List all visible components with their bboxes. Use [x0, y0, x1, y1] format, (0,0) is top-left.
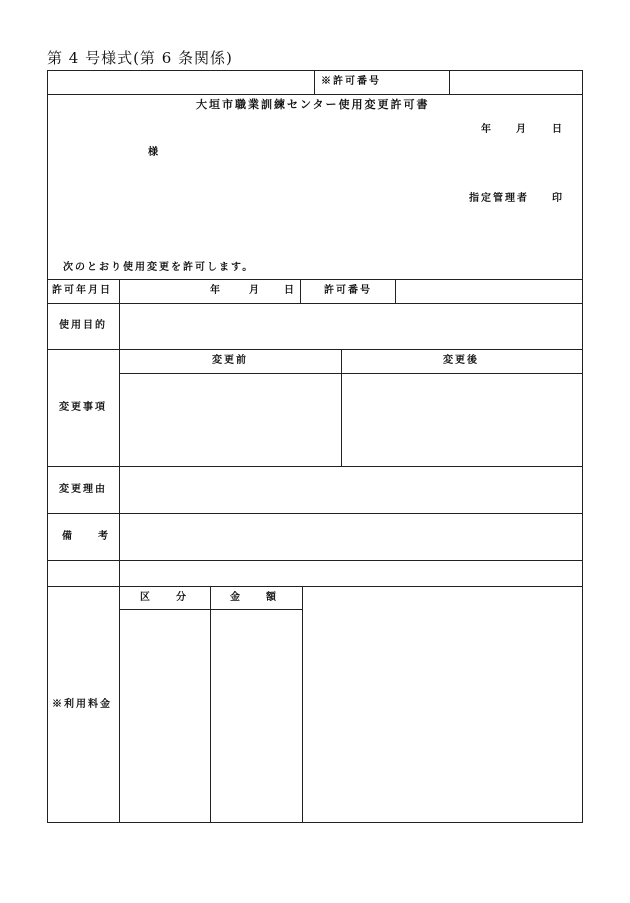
column-divider — [341, 349, 342, 466]
permit-number-header-field[interactable] — [452, 72, 580, 92]
column-divider — [395, 279, 396, 303]
usage-fee-label: ※利用料金 — [52, 699, 112, 710]
row-divider — [47, 466, 583, 467]
issue-date-day: 日 — [552, 124, 564, 135]
purpose-label: 使用目的 — [59, 320, 107, 331]
permit-date-label: 許可年月日 — [52, 285, 112, 296]
issuer-label: 指定管理者 — [469, 193, 529, 204]
row-divider — [119, 373, 583, 374]
column-divider — [302, 586, 303, 823]
addressee-suffix: 様 — [148, 147, 160, 158]
row-divider — [47, 303, 583, 304]
permit-number-header-label: ※許可番号 — [321, 76, 381, 87]
column-divider — [119, 279, 120, 823]
change-before-header: 変更前 — [212, 355, 248, 366]
column-divider — [314, 70, 315, 94]
column-divider — [449, 70, 450, 94]
permit-date-year: 年 — [210, 285, 222, 296]
permit-number-label: 許可番号 — [324, 285, 372, 296]
permit-date-day: 日 — [284, 285, 296, 296]
seal-mark: 印 — [552, 193, 564, 204]
document-title: 大垣市職業訓練センター使用変更許可書 — [196, 98, 430, 111]
change-reason-label: 変更理由 — [59, 484, 107, 495]
fee-category-header: 区 分 — [140, 592, 188, 603]
form-number-label: 第 4 号様式(第 6 条関係) — [47, 49, 233, 67]
permit-form-table — [47, 70, 583, 823]
change-after-header: 変更後 — [443, 355, 479, 366]
issue-date-year: 年 — [481, 124, 493, 135]
issue-date-month: 月 — [516, 124, 528, 135]
row-divider — [47, 586, 583, 587]
row-divider — [47, 560, 583, 561]
column-divider — [300, 279, 301, 303]
remarks-label: 備 考 — [62, 531, 110, 542]
change-items-label: 変更事項 — [59, 402, 107, 413]
row-divider — [47, 513, 583, 514]
row-divider — [47, 94, 583, 95]
fee-amount-header: 金 額 — [230, 592, 278, 603]
permit-statement: 次のとおり使用変更を許可します。 — [63, 262, 255, 273]
row-divider — [47, 349, 583, 350]
column-divider — [210, 586, 211, 823]
row-divider — [47, 279, 583, 280]
permit-date-month: 月 — [249, 285, 261, 296]
